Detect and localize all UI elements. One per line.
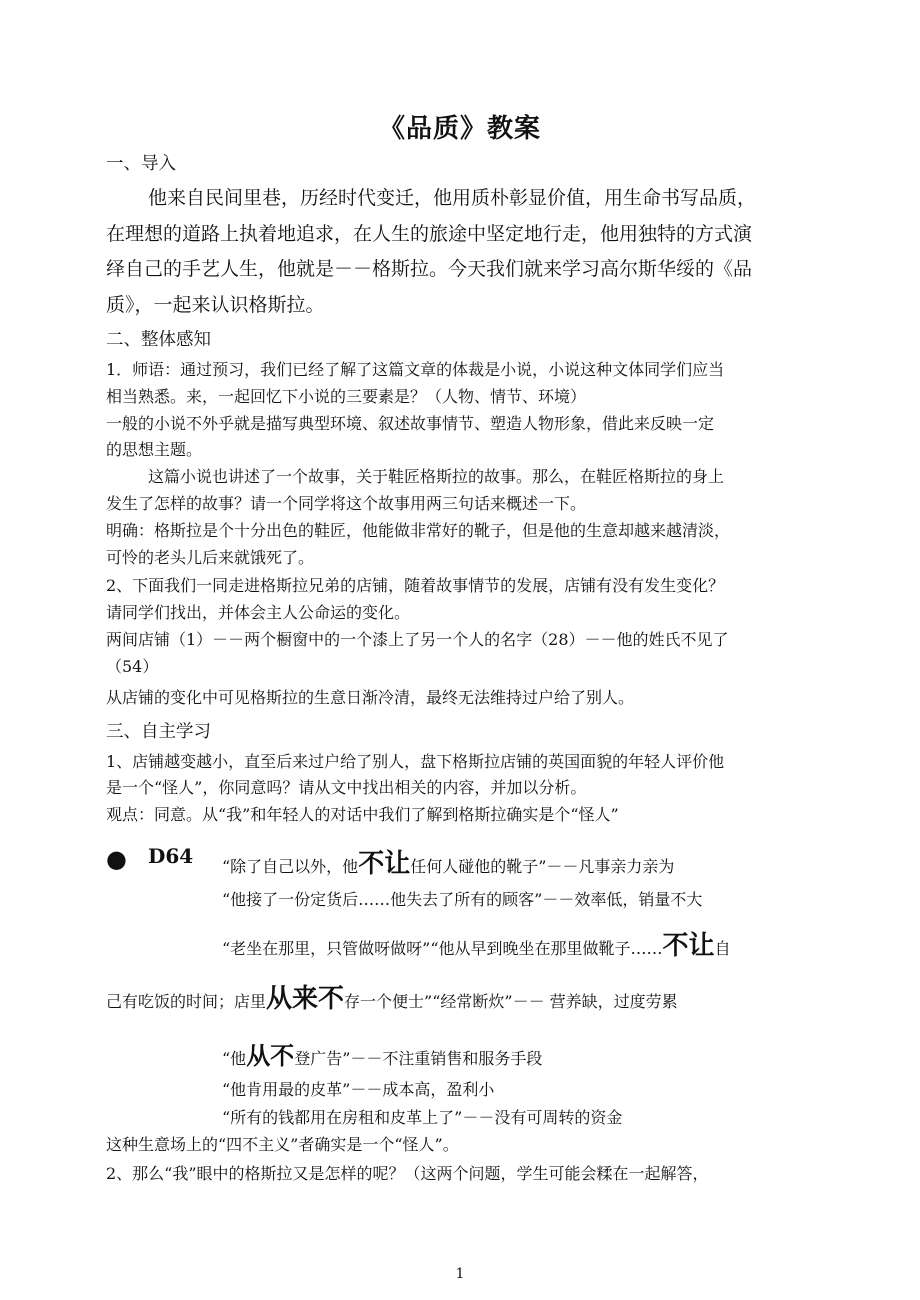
question-line: 2、那么“我”眼中的格斯拉又是怎样的呢？（这两个问题，学生可能会糅在一起解答， (106, 1164, 709, 1183)
page-number: 1 (455, 1266, 465, 1282)
emphasis-text: 不让 (662, 931, 715, 961)
body-line: 发生了怎样的故事？请一个同学将这个故事用两三句话来概述一下。 (106, 494, 587, 513)
section-heading-self-study: 三、自主学习 (106, 722, 211, 742)
code-label: D64 (148, 844, 194, 868)
quote-text: 任何人碰他的靴子”－－凡事亲力亲为 (410, 857, 675, 876)
quote-text: 登广告”－－不注重销售和服务手段 (294, 1049, 543, 1068)
page-title: 《品质》教案 (378, 114, 541, 144)
quote-line (106, 978, 678, 1015)
body-line: 两间店铺（1）－－两个橱窗中的一个漆上了另一个人的名字（28）－－他的姓氏不见了 (106, 630, 729, 649)
intro-line: 绎自己的手艺人生，他就是－－格斯拉。今天我们就来学习高尔斯华绥的《品 (106, 258, 753, 280)
body-line: 是一个“怪人”，你同意吗？请从文中找出相关的内容，并加以分析。 (106, 778, 587, 797)
body-line: 2、下面我们一同走进格斯拉兄弟的店铺，随着故事情节的发展，店铺有没有发生变化？ (106, 576, 725, 595)
body-line: 1、店铺越变越小，直至后来过户给了别人，盘下格斯拉店铺的英国面貌的年轻人评价他 (106, 752, 725, 771)
conclusion-line: 这种生意场上的“四不主义”者确实是一个“怪人”。 (106, 1135, 459, 1154)
quote-text: 己有吃饭的时间；店里 (106, 992, 267, 1011)
intro-line: 他来自民间里巷，历经时代变迁，他用质朴彰显价值，用生命书写品质， (148, 187, 757, 209)
quote-line: “他接了一份定货后……他失去了所有的顾客”－－效率低，销量不大 (222, 890, 703, 909)
intro-line: 质》，一起来认识格斯拉。 (106, 294, 325, 316)
body-line: 1．师语：通过预习，我们已经了解了这篇文章的体裁是小说，小说这种文体同学们应当 (106, 360, 725, 379)
quote-line (222, 925, 731, 962)
body-line: 请同学们找出，并体会主人公命运的变化。 (106, 603, 411, 622)
emphasis-text: 不让 (358, 849, 411, 879)
quote-text: “老坐在那里，只管做呀做呀”“他从早到晚坐在那里做靴子…… (222, 939, 663, 958)
body-line: 的思想主题。 (106, 440, 203, 459)
section-heading-intro: 一、导入 (106, 154, 176, 174)
body-line: 相当熟悉。来，一起回忆下小说的三要素是？（人物、情节、环境） (106, 387, 587, 406)
quote-line (222, 1036, 542, 1071)
quote-line: “他肯用最的皮革”－－成本高，盈利小 (222, 1080, 495, 1099)
quote-text: “除了自己以外，他 (222, 857, 359, 876)
body-line: （54） (106, 657, 159, 676)
emphasis-text: 从不 (246, 1041, 295, 1070)
quote-text: 存一个便士”“经常断炊”－－ 营养缺，过度劳累 (344, 992, 678, 1011)
intro-line: 在理想的道路上执着地追求，在人生的旅途中坚定地行走，他用独特的方式演 (106, 223, 753, 245)
body-line: 可怜的老头儿后来就饿死了。 (106, 548, 315, 567)
quote-text: “他 (222, 1049, 247, 1068)
section-heading-perception: 二、整体感知 (106, 330, 211, 350)
body-line: 观点：同意。从“我”和年轻人的对话中我们了解到格斯拉确实是个“怪人” (106, 805, 619, 824)
body-line: 这篇小说也讲述了一个故事，关于鞋匠格斯拉的故事。那么，在鞋匠格斯拉的身上 (148, 467, 725, 486)
body-line: 一般的小说不外乎就是描写典型环境、叙述故事情节、塑造人物形象，借此来反映一定 (106, 414, 715, 433)
quote-line: “所有的钱都用在房租和皮革上了”－－没有可周转的资金 (222, 1108, 623, 1127)
body-line: 从店铺的变化中可见格斯拉的生意日渐冷清，最终无法维持过户给了别人。 (106, 688, 635, 707)
body-line: 明确：格斯拉是个十分出色的鞋匠，他能做非常好的靴子，但是他的生意却越来越清淡， (106, 521, 731, 540)
quote-text: 自 (714, 939, 731, 958)
bullet-icon: ● (106, 845, 127, 873)
quote-line (222, 843, 674, 880)
emphasis-text: 从来不 (266, 984, 345, 1014)
